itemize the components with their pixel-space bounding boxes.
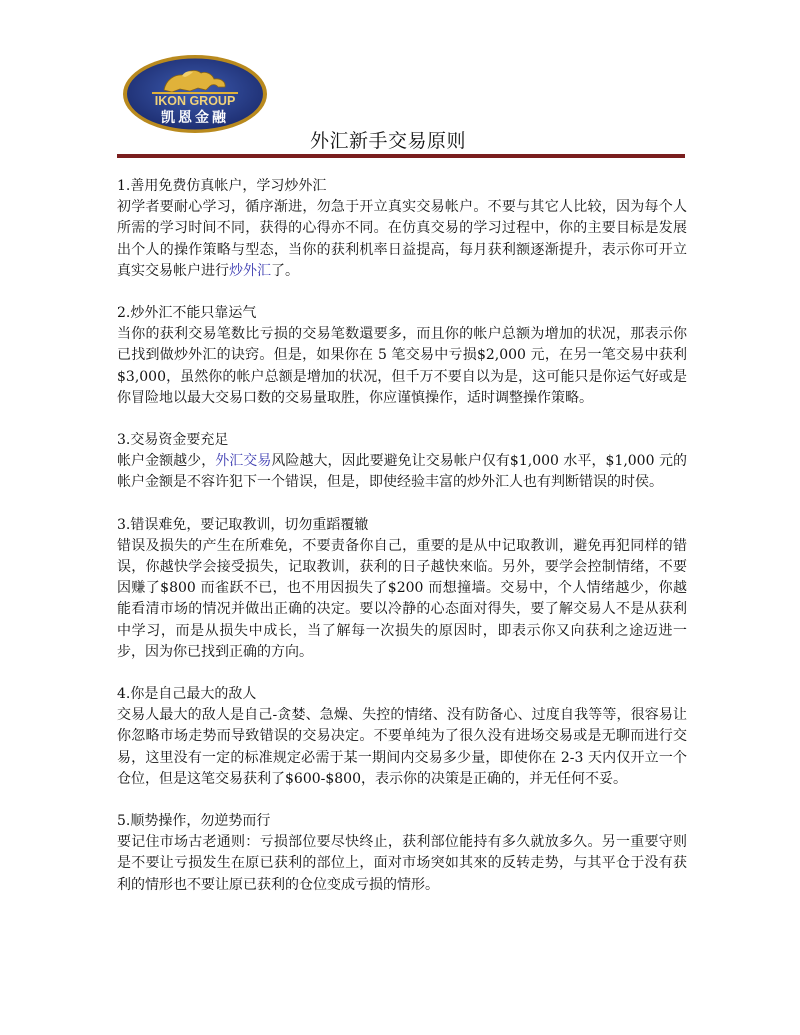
ikon-logo-icon bbox=[122, 54, 268, 134]
body-text: 风险越大，因此要避免让交易帐户仅有$1,000 水平，$1,000 元的帐户金额是不容许犯下一个错误，但是，即使经验丰富的炒外汇人也有判断错误的时侯。 bbox=[117, 453, 688, 491]
company-logo bbox=[122, 54, 268, 134]
section-body: 要记住市场古老通则：亏损部位要尽快终止，获利部位能持有多久就放多久。另一重要守则是不要让亏损发生在原已获利的部位上，面对市场突如其來的反转走势，与其平仓于没有获利的情形也不要让原已获利的仓位变成亏损的情形。 bbox=[117, 834, 687, 893]
body-text: 了。 bbox=[271, 262, 299, 279]
logo-brand-cn: 凯恩金融 bbox=[161, 110, 229, 126]
section-1 bbox=[117, 176, 687, 282]
forex-trading-link[interactable]: 外汇交易 bbox=[215, 453, 272, 470]
section-5 bbox=[117, 684, 687, 790]
body-text: 初学者要耐心学习，循序渐进，勿急于开立真实交易帐户。不要与其它人比较，因为每个人所需的学习时间不同，获得的心得亦不同。在仿真交易的学习过程中，你的主要目标是发展出个人的操作策略与型态，当你的获利机率日益提高，每月获利额逐渐提升，表示你可开立真实交易帐户进行 bbox=[117, 199, 687, 279]
section-3 bbox=[117, 430, 687, 494]
section-heading: 5.顺势操作，勿逆势而行 bbox=[117, 813, 271, 830]
title-divider bbox=[117, 154, 685, 158]
section-heading: 1.善用免费仿真帐户，学习炒外汇 bbox=[117, 178, 327, 194]
document-body bbox=[117, 176, 687, 917]
section-heading: 3.错误难免，要记取教训，切勿重蹈覆辙 bbox=[117, 516, 369, 533]
forex-link[interactable]: 炒外汇 bbox=[229, 262, 271, 279]
section-body: 错误及损失的产生在所难免，不要责备你自己，重要的是从中记取教训，避免再犯同样的错误，你越快学会接受损失，记取教训，获利的日子越快來临。另外，要学会控制情绪，不要因赚了$800 而雀跃不已，也不用因损失了$200 而想撞墙。交易中，个人情绪越少，你越能看清市场的情况并做出正确的决定。要以冷静的心态面对得失，要了解交易人不是从获利中学习，而是从损失中成长，当了解每一次损失的原因时，即表示你又向获利之途迈进一步，因为你已找到正确的方向。 bbox=[117, 537, 687, 660]
section-body: 当你的获利交易笔数比亏损的交易笔数還要多，而且你的帐户总额为增加的状况，那表示你已找到做炒外汇的诀窍。但是，如果你在 5 笔交易中亏损$2,000 元，在另一笔交易中获利$3,000，虽然你的帐户总额是增加的状况，但千万不要自以为是，这可能只是你运气好或是你冒险地以最大交易口数的交易量取胜，你应谨慎操作，适时调整操作策略。 bbox=[117, 326, 687, 406]
body-text: 帐户金额越少， bbox=[117, 453, 216, 470]
section-6 bbox=[117, 811, 687, 896]
section-body: 交易人最大的敌人是自己-贪婪、急燥、失控的情绪、没有防备心、过度自我等等，很容易让你忽略市场走势而导致错误的交易决定。不要单纯为了很久没有进场交易或是无聊而进行交易，这里没有一定的标准规定必需于某一期间内交易多少量，即使你在 2-3 天内仅开立一个仓位，但是这笔交易获利了$600-$800，表示你的决策是正确的，并无任何不妥。 bbox=[117, 707, 687, 787]
section-2 bbox=[117, 303, 687, 409]
section-heading: 3.交易资金要充足 bbox=[117, 432, 229, 449]
section-heading: 4.你是自己最大的敌人 bbox=[117, 686, 257, 703]
section-body bbox=[117, 197, 687, 282]
section-body bbox=[117, 451, 687, 493]
logo-brand-en: IKON GROUP bbox=[154, 94, 236, 108]
section-4 bbox=[117, 515, 687, 663]
section-heading: 2.炒外汇不能只靠运气 bbox=[117, 305, 257, 322]
page-title: 外汇新手交易原则 bbox=[310, 130, 467, 152]
